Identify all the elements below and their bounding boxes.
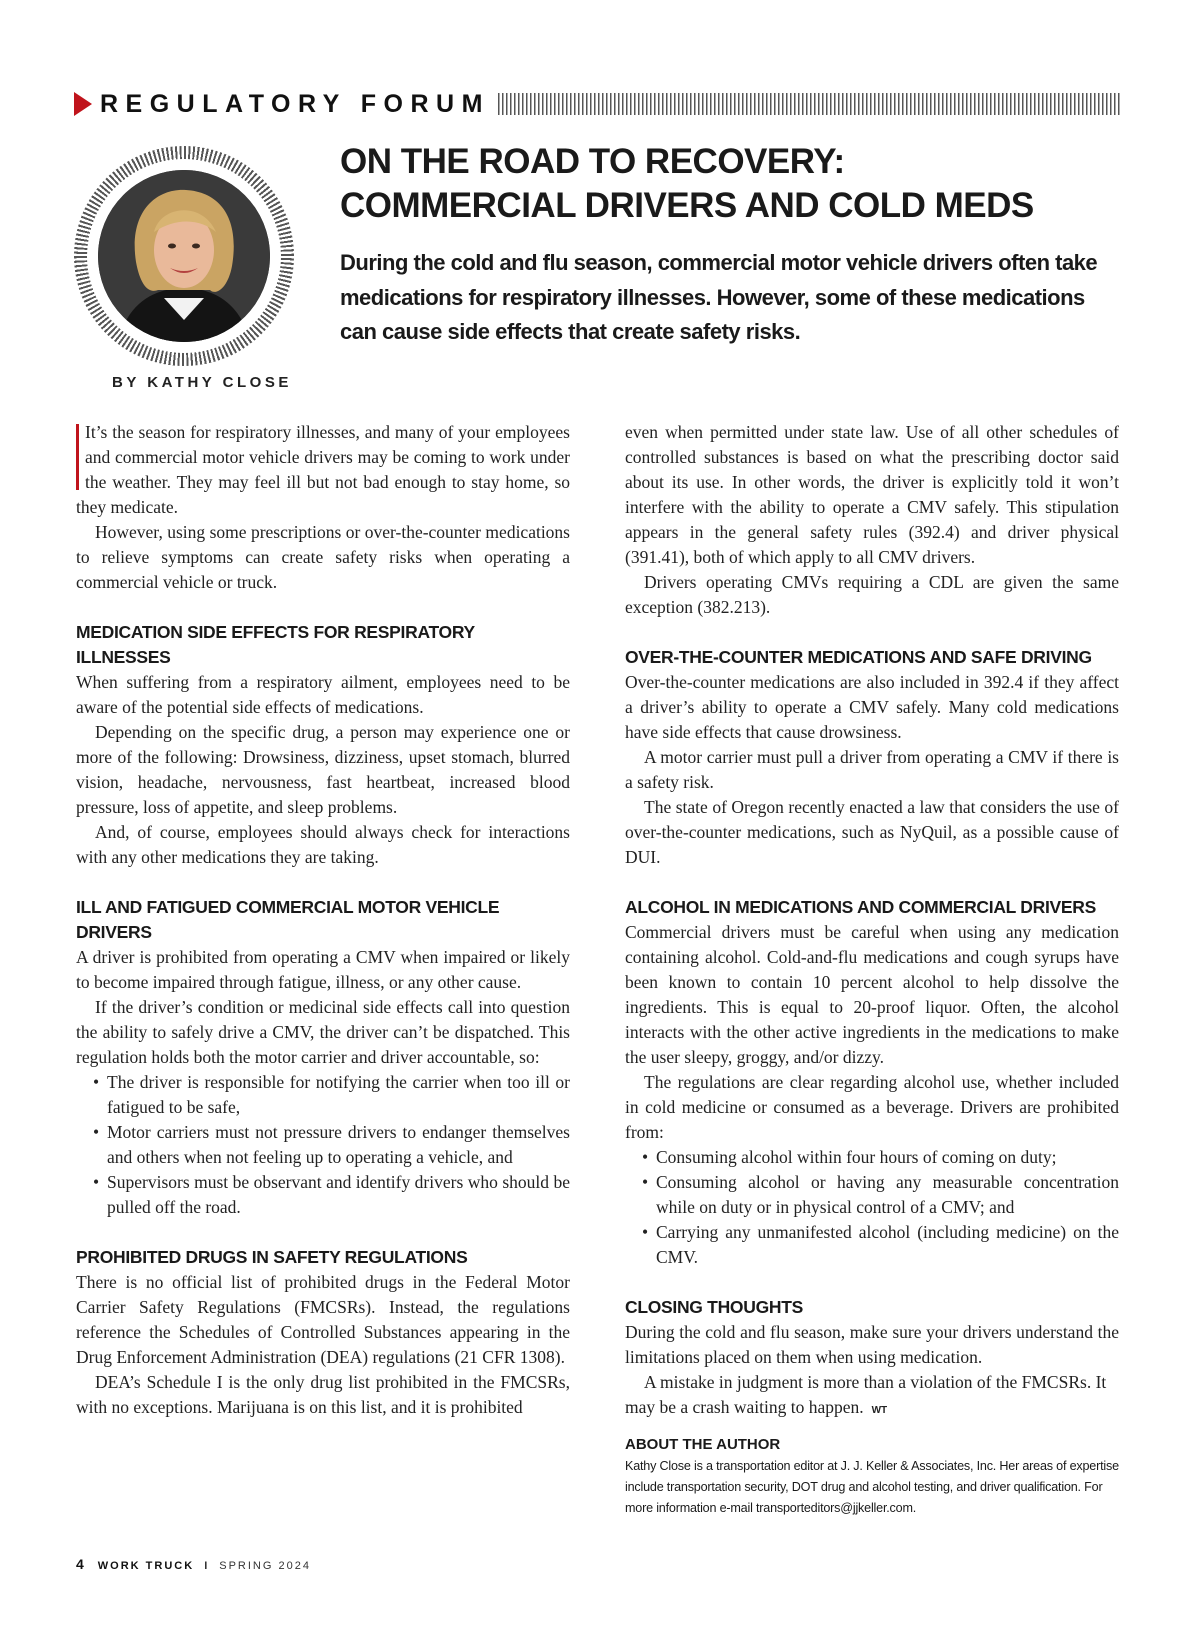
list-item: • Consuming alcohol within four hours of coming on duty; bbox=[625, 1145, 1119, 1170]
body-paragraph: Over-the-counter medications are also included in 392.4 if they affect a driver’s ability to operate a CMV safely. Many cold medications have side effects that cause drowsiness. bbox=[625, 672, 1119, 742]
page-footer bbox=[76, 1556, 311, 1572]
body-paragraph: The regulations are clear regarding alcohol use, whether included in cold medicine or consumed as a beverage. Drivers are prohibited from: bbox=[625, 1072, 1119, 1142]
subhead-ill-fatigued: ILL AND FATIGUED COMMERCIAL MOTOR VEHICLE DRIVERS bbox=[76, 897, 500, 942]
lead-paragraph bbox=[76, 420, 570, 520]
body-paragraph: During the cold and flu season, make sure your drivers understand the limitations placed on them when using medication. bbox=[625, 1322, 1119, 1367]
author-portrait bbox=[74, 146, 294, 366]
body-paragraph: Drivers operating CMVs requiring a CDL are given the same exception (382.213). bbox=[625, 572, 1119, 617]
body-paragraph: If the driver’s condition or medicinal side effects call into question the ability to safely drive a CMV, the driver can’t be dispatched. This regulation holds both the motor carrier and driver accountable, so: bbox=[76, 997, 570, 1067]
body-paragraph-continuation: even when permitted under state law. Use of all other schedules of controlled substances is based on what the prescribing doctor said about its use. In other words, the driver is explicitly told it won’t interfere with the ability to operate a CMV safely. This stipulation appears in the general safety rules (392.4) and driver physical (391.41), both of which apply to all CMV drivers. bbox=[625, 422, 1119, 567]
byline: BY KATHY CLOSE bbox=[112, 374, 292, 391]
body-paragraph: There is no official list of prohibited drugs in the Federal Motor Carrier Safety Regulations (FMCSRs). Instead, the regulations reference the Schedules of Controlled Substances appearing in the Drug Enforcement Administration (DEA) regulations (21 CFR 1308). bbox=[76, 1272, 570, 1367]
about-author-body: Kathy Close is a transportation editor at J. J. Keller & Associates, Inc. Her areas of expertise include transportation security, DOT drug and alcohol testing, and driver qualification. For more information e-mail transporteditors@jjkeller.com. bbox=[625, 1459, 1119, 1515]
closing-text: A mistake in judgment is more than a violation of the FMCSRs. It may be a crash waiting to happen. bbox=[625, 1372, 1107, 1417]
ill-bullet-list bbox=[76, 1070, 570, 1220]
right-column bbox=[625, 420, 1119, 1519]
list-item: • Consuming alcohol or having any measurable concentration while on duty or in physical control of a CMV; and bbox=[625, 1170, 1119, 1220]
list-item: • Motor carriers must not pressure drivers to endanger themselves and others when not feeling up to operating a vehicle, and bbox=[76, 1120, 570, 1170]
subhead-otc: OVER-THE-COUNTER MEDICATIONS AND SAFE DRIVING bbox=[625, 647, 1092, 667]
section-arrow-icon bbox=[74, 92, 92, 116]
page-number: 4 bbox=[76, 1556, 84, 1572]
subhead-alcohol: ALCOHOL IN MEDICATIONS AND COMMERCIAL DRIVERS bbox=[625, 897, 1096, 917]
body-paragraph: When suffering from a respiratory ailment, employees need to be aware of the potential side effects of medications. bbox=[76, 672, 570, 717]
deck-line: During the cold and flu season, commercial motor vehicle drivers often take bbox=[340, 250, 1098, 275]
headline-line: ON THE ROAD TO RECOVERY: bbox=[340, 142, 845, 181]
drop-cap bbox=[76, 424, 79, 490]
headline-line: COMMERCIAL DRIVERS AND COLD MEDS bbox=[340, 186, 1034, 225]
list-item: • Carrying any unmanifested alcohol (including medicine) on the CMV. bbox=[625, 1220, 1119, 1270]
deck bbox=[340, 246, 1100, 350]
subhead-prohibited-drugs: PROHIBITED DRUGS IN SAFETY REGULATIONS bbox=[76, 1247, 468, 1267]
section-rule bbox=[498, 93, 1122, 115]
deck-line: can cause side effects that create safety risks. bbox=[340, 319, 801, 344]
body-paragraph: A driver is prohibited from operating a CMV when impaired or likely to become impaired through fatigue, illness, or any other cause. bbox=[76, 947, 570, 992]
closing-paragraph bbox=[625, 1370, 1119, 1423]
author-photo bbox=[98, 170, 270, 342]
end-mark: WT bbox=[871, 1405, 888, 1416]
section-header bbox=[74, 88, 1122, 120]
list-item: • The driver is responsible for notifying the carrier when too ill or fatigued to be safe, bbox=[76, 1070, 570, 1120]
section-label: REGULATORY FORUM bbox=[100, 89, 490, 118]
issue-date: SPRING 2024 bbox=[219, 1560, 311, 1572]
list-item: • Supervisors must be observant and identify drivers who should be pulled off the road. bbox=[76, 1170, 570, 1220]
left-column bbox=[76, 420, 570, 1420]
subhead-side-effects: MEDICATION SIDE EFFECTS FOR RESPIRATORY ILLNESSES bbox=[76, 622, 475, 667]
author-photo-illustration bbox=[98, 170, 270, 342]
body-paragraph: Depending on the specific drug, a person may experience one or more of the following: Drowsiness, dizziness, upset stomach, blurred vision, headache, nervousness, fast heartbeat, increased blood pressure, loss of appetite, and sleep problems. bbox=[76, 722, 570, 817]
subhead-closing: CLOSING THOUGHTS bbox=[625, 1297, 803, 1317]
body-paragraph: Commercial drivers must be careful when using any medication containing alcohol. Cold-and-flu medications and cough syrups have been known to contain 10 percent alcohol to help dissolve the ingredients. This is equal to 20-proof liquor. Often, the alcohol interacts with the other active ingredients in the medications to make the user sleepy, groggy, and/or dizzy. bbox=[625, 922, 1119, 1067]
body-paragraph-continued: DEA’s Schedule I is the only drug list prohibited in the FMCSRs, with no exceptions. Marijuana is on this list, and it is prohibited bbox=[76, 1372, 570, 1417]
footer-separator: I bbox=[204, 1560, 210, 1572]
headline bbox=[340, 140, 1100, 228]
lead-text: It’s the season for respiratory illnesses, and many of your employees and commercial motor vehicle drivers may be coming to work under the weather. They may feel ill but not bad enough to stay home, so they medicate. bbox=[76, 422, 570, 517]
alcohol-bullet-list bbox=[625, 1145, 1119, 1270]
body-paragraph: However, using some prescriptions or over-the-counter medications to relieve symptoms can create safety risks when operating a commercial vehicle or truck. bbox=[76, 522, 570, 592]
body-paragraph: The state of Oregon recently enacted a law that considers the use of over-the-counter medications, such as NyQuil, as a possible cause of DUI. bbox=[625, 797, 1119, 867]
about-author-title: ABOUT THE AUTHOR bbox=[625, 1436, 781, 1453]
body-paragraph: A motor carrier must pull a driver from operating a CMV if there is a safety risk. bbox=[625, 747, 1119, 792]
body-paragraph: And, of course, employees should always check for interactions with any other medications they are taking. bbox=[76, 822, 570, 867]
deck-line: medications for respiratory illnesses. However, some of these medications bbox=[340, 284, 1085, 310]
magazine-name: WORK TRUCK bbox=[97, 1560, 195, 1572]
